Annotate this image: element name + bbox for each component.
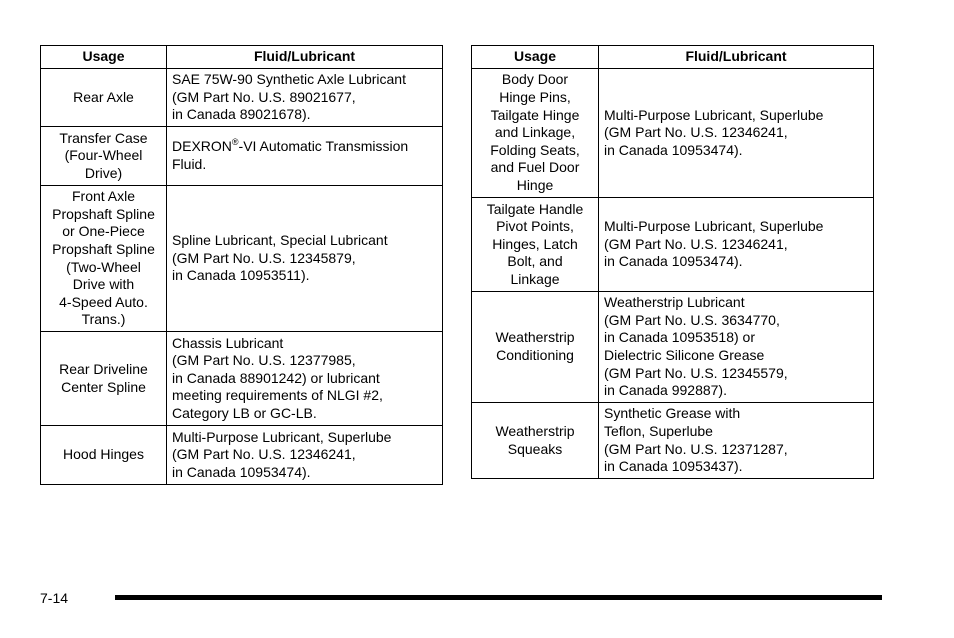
fluid-text: Multi-Purpose Lubricant, Superlube (GM Part No. U.S. 12346241, in Canada 10953474). [604, 106, 824, 158]
fluid-cell [167, 69, 443, 127]
usage-cell [472, 292, 599, 403]
table-row [41, 127, 443, 186]
usage-header: Usage [472, 46, 599, 69]
fluid-lubricant-table-right [471, 45, 874, 479]
usage-text: Rear Driveline Center Spline [59, 360, 148, 395]
usage-cell [41, 186, 167, 332]
table-row [472, 69, 874, 198]
usage-cell [472, 198, 599, 292]
fluid-cell [167, 186, 443, 332]
fluid-cell [599, 403, 874, 479]
footer-rule [115, 595, 882, 600]
fluid-cell [599, 69, 874, 198]
usage-text: Front Axle Propshaft Spline or One-Piece Propshaft Spline (Two-Wheel Drive with 4-Speed Auto. Trans.) [52, 188, 155, 328]
fluid-cell [599, 292, 874, 403]
usage-cell [41, 127, 167, 186]
usage-text: Hood Hinges [63, 446, 144, 463]
fluid-text: Spline Lubricant, Special Lubricant (GM Part No. U.S. 12345879, in Canada 10953511). [172, 232, 388, 284]
table-row [41, 426, 443, 485]
fluid-cell [599, 198, 874, 292]
usage-text: Transfer Case (Four-Wheel Drive) [59, 129, 148, 181]
fluid-text: Synthetic Grease with Teflon, Superlube (GM Part No. U.S. 12371287, in Canada 10953437). [604, 405, 788, 475]
fluid-cell [167, 426, 443, 485]
registered-mark: ® [231, 137, 239, 148]
usage-text: Weatherstrip Squeaks [495, 422, 575, 457]
page-number: 7-14 [40, 590, 69, 606]
usage-text: Rear Axle [73, 88, 134, 105]
usage-text: Weatherstrip Conditioning [495, 329, 575, 363]
table-row [472, 198, 874, 292]
fluid-text: SAE 75W-90 Synthetic Axle Lubricant (GM Part No. U.S. 89021677, in Canada 89021678). [172, 71, 406, 123]
fluid-text: Multi-Purpose Lubricant, Superlube (GM Part No. U.S. 12346241, in Canada 10953474). [604, 218, 824, 270]
usage-text: Tailgate Handle Pivot Points, Hinges, Latch Bolt, and Linkage [486, 200, 584, 287]
usage-header: Usage [41, 46, 167, 69]
fluid-text: -VI Automatic Transmission Fluid. [172, 138, 409, 172]
fluid-text: Chassis Lubricant (GM Part No. U.S. 12377985, in Canada 88901242) or lubricant meeting requirements of NLGI #2, Category LB or GC-LB. [172, 334, 383, 421]
usage-cell [472, 403, 599, 479]
fluid-cell [167, 127, 443, 186]
usage-cell [41, 426, 167, 485]
usage-cell [41, 332, 167, 426]
table-row [41, 186, 443, 332]
usage-cell [472, 69, 599, 198]
fluid-cell [167, 332, 443, 426]
table-row [41, 332, 443, 426]
fluid-prefix-text: DEXRON [172, 138, 232, 155]
fluid-text: Multi-Purpose Lubricant, Superlube (GM Part No. U.S. 12346241, in Canada 10953474). [172, 428, 392, 480]
fluid-lubricant-header: Fluid/Lubricant [599, 46, 874, 69]
fluid-lubricant-header: Fluid/Lubricant [167, 46, 443, 69]
table-row [472, 403, 874, 479]
table-row [41, 69, 443, 127]
table-header-row [472, 46, 874, 69]
table-row [472, 292, 874, 403]
fluid-text: Weatherstrip Lubricant (GM Part No. U.S. 3634770, in Canada 10953518) or Dielectric Silicone Grease (GM Part No. U.S. 12345579, in Canada 992887). [604, 294, 788, 399]
usage-text: Body Door Hinge Pins, Tailgate Hinge and Linkage, Folding Seats, and Fuel Door Hinge [490, 71, 580, 193]
usage-cell [41, 69, 167, 127]
fluid-lubricant-table-left [40, 45, 443, 485]
table-header-row [41, 46, 443, 69]
